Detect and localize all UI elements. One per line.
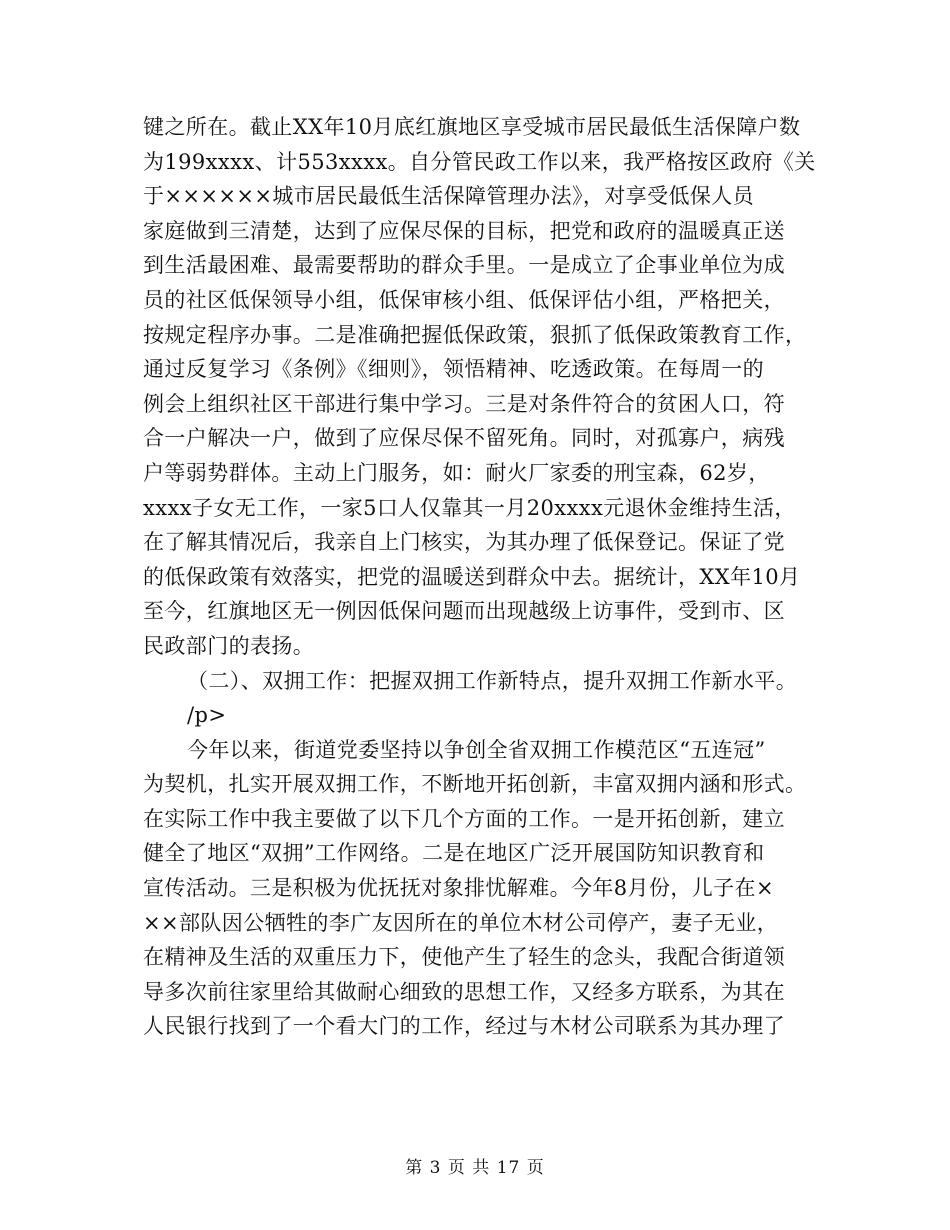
text-line: 合一户解决一户，做到了应保尽保不留死角。同时，对孤寡户，病残 <box>143 426 785 451</box>
text-line: xxxx子女无工作，一家5口人仅靠其一月20xxxx元退休金维持生活， <box>143 495 796 520</box>
text-line: 在精神及生活的双重压力下，使他产生了轻生的念头，我配合街道领 <box>143 945 785 970</box>
document-body <box>143 110 816 1044</box>
text-line: 通过反复学习《条例》《细则》，领悟精神、吃透政策。在每周一的 <box>143 357 764 382</box>
text-line: 至今，红旗地区无一例因低保问题而出现越级上访事件，受到市、区 <box>143 599 785 624</box>
text-line: 在了解其情况后，我亲自上门核实，为其办理了低保登记。保证了党 <box>143 530 785 555</box>
text-line: 的低保政策有效落实，把党的温暖送到群众中去。据统计，XX年10月 <box>143 564 801 589</box>
text-line: 健全了地区“双拥”工作网络。二是在地区广泛开展国防知识教育和 <box>143 841 765 866</box>
paragraph-start: 今年以来，街道党委坚持以争创全省双拥工作模范区“五连冠” <box>187 737 766 762</box>
text-line: 为199xxxx、计553xxxx。自分管民政工作以来，我严格按区政府《关 <box>143 149 816 174</box>
section-heading: （二）、双拥工作：把握双拥工作新特点，提升双拥工作新水平。 <box>187 668 798 693</box>
text-line: 户等弱势群体。主动上门服务，如：耐火厂家委的刑宝森，62岁， <box>143 460 770 485</box>
page-number-footer: 第 3 页 共 17 页 <box>405 1158 545 1178</box>
text-line: ××部队因公牺牲的李广友因所在的单位木材公司停产，妻子无业， <box>143 910 779 935</box>
text-line: 家庭做到三清楚，达到了应保尽保的目标，把党和政府的温暖真正送 <box>143 218 785 243</box>
text-line: 为契机，扎实开展双拥工作，不断地开拓创新，丰富双拥内涵和形式。 <box>143 772 807 797</box>
text-line: 于××××××城市居民最低生活保障管理办法》，对享受低保人员 <box>143 184 755 209</box>
text-line: 按规定程序办事。二是准确把握低保政策，狠抓了低保政策教育工作， <box>143 322 807 347</box>
text-line: 宣传活动。三是积极为优抚抚对象排忧解难。今年8月份，儿子在× <box>143 876 774 901</box>
text-line: 例会上组织社区干部进行集中学习。三是对条件符合的贫困人口，符 <box>143 391 785 416</box>
text-line: 员的社区低保领导小组，低保审核小组、低保评估小组，严格把关， <box>143 287 785 312</box>
text-line: 人民银行找到了一个看大门的工作，经过与木材公司联系为其办理了 <box>143 1014 785 1039</box>
text-line: 到生活最困难、最需要帮助的群众手里。一是成立了企事业单位为成 <box>143 253 785 278</box>
text-line: 导多次前往家里给其做耐心细致的思想工作，又经多方联系，为其在 <box>143 979 785 1004</box>
text-line: 键之所在。截止XX年10月底红旗地区享受城市居民最低生活保障户数 <box>143 115 801 139</box>
text-line: 民政部门的表扬。 <box>143 633 315 658</box>
text-line: 在实际工作中我主要做了以下几个方面的工作。一是开拓创新，建立 <box>143 806 785 831</box>
text-line: /p> <box>187 703 227 728</box>
